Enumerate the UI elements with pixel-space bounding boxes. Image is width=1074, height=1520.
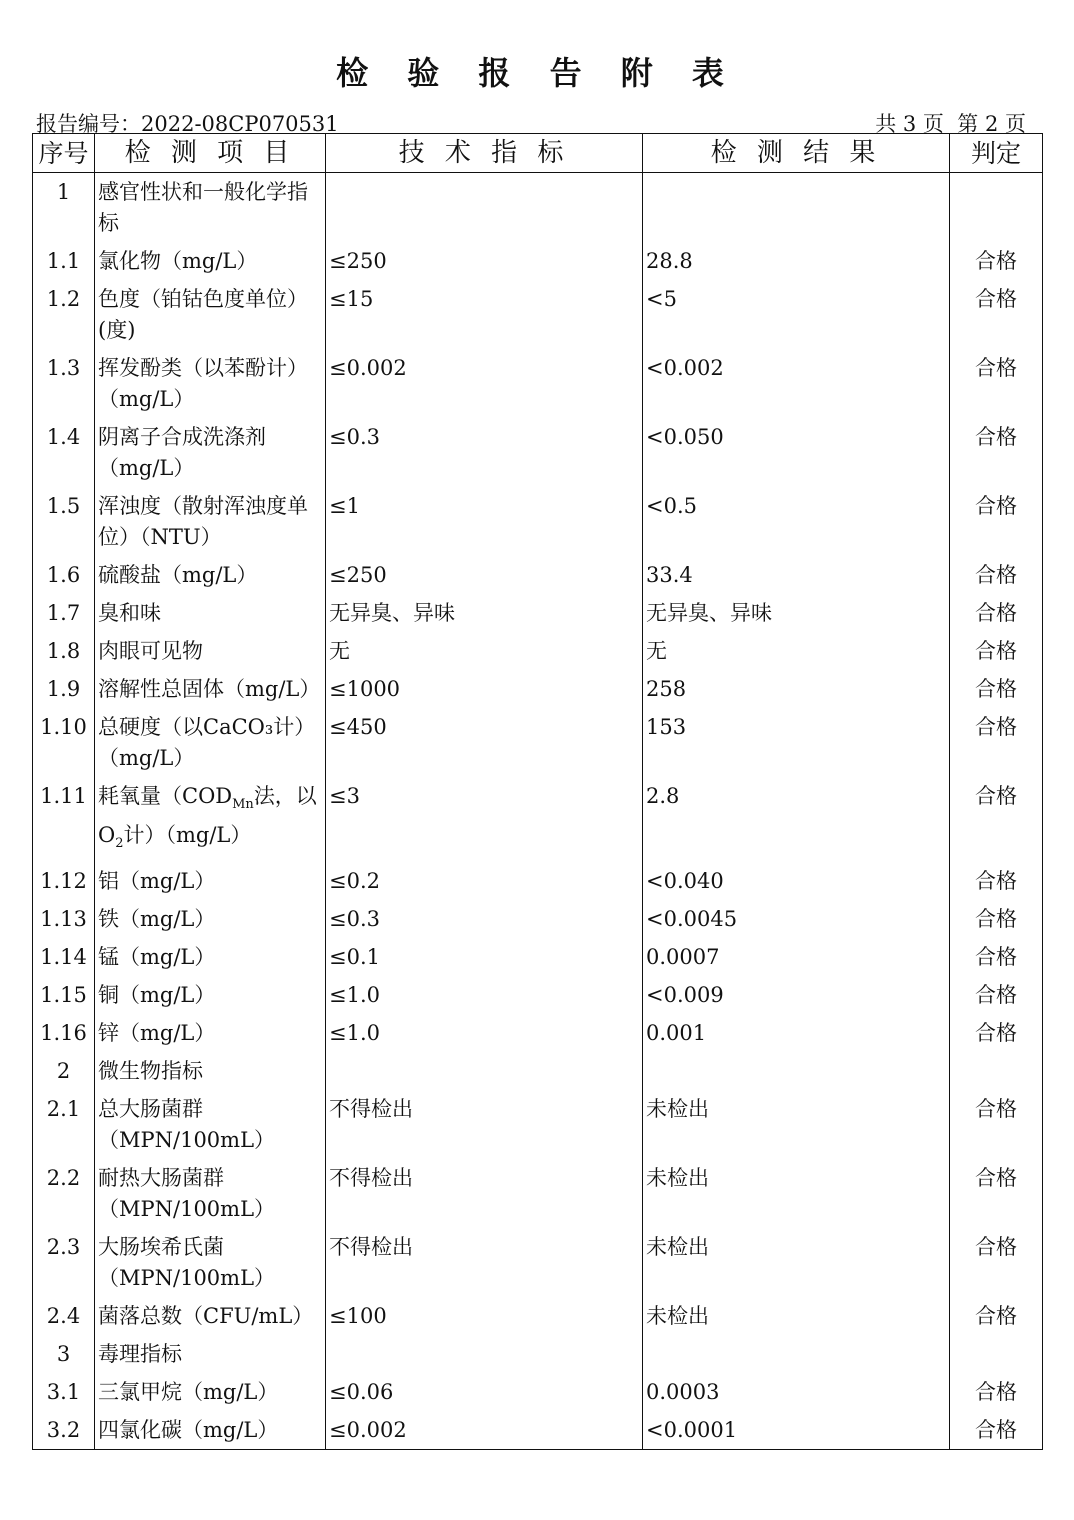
row-result: 2.8 xyxy=(643,777,950,862)
row-result: <0.040 xyxy=(643,862,950,900)
row-item: 色度（铂钴色度单位）(度) xyxy=(95,280,326,349)
row-spec: 不得检出 xyxy=(326,1159,643,1228)
table-row xyxy=(33,900,1043,938)
row-index: 1.7 xyxy=(33,594,95,632)
row-item: 硫酸盐（mg/L） xyxy=(95,556,326,594)
table-row xyxy=(33,556,1043,594)
row-item: 大肠埃希氏菌（MPN/100mL） xyxy=(95,1228,326,1297)
row-index: 2 xyxy=(33,1052,95,1090)
row-item: 四氯化碳（mg/L） xyxy=(95,1411,326,1450)
row-spec: 不得检出 xyxy=(326,1090,643,1159)
row-judge: 合格 xyxy=(950,487,1043,556)
row-spec: ≤450 xyxy=(326,708,643,777)
row-spec: 无异臭、异味 xyxy=(326,594,643,632)
row-result: 258 xyxy=(643,670,950,708)
row-index: 1.6 xyxy=(33,556,95,594)
row-spec xyxy=(326,173,643,243)
row-index: 2.2 xyxy=(33,1159,95,1228)
table-row xyxy=(33,1411,1043,1450)
table-row xyxy=(33,777,1043,862)
row-index: 1.4 xyxy=(33,418,95,487)
row-result xyxy=(643,173,950,243)
row-index: 1.16 xyxy=(33,1014,95,1052)
item-subscript: 2 xyxy=(115,836,124,852)
row-index: 1.9 xyxy=(33,670,95,708)
row-result: 未检出 xyxy=(643,1159,950,1228)
table-row xyxy=(33,632,1043,670)
row-judge: 合格 xyxy=(950,862,1043,900)
row-judge: 合格 xyxy=(950,900,1043,938)
row-result: 无异臭、异味 xyxy=(643,594,950,632)
table-row xyxy=(33,1090,1043,1159)
row-spec: ≤0.3 xyxy=(326,900,643,938)
row-index: 1.12 xyxy=(33,862,95,900)
header-index: 序号 xyxy=(33,134,95,173)
header-spec: 技 术 指 标 xyxy=(326,134,643,173)
row-judge: 合格 xyxy=(950,708,1043,777)
row-result: 153 xyxy=(643,708,950,777)
row-result: <5 xyxy=(643,280,950,349)
row-judge xyxy=(950,1335,1043,1373)
report-number: 报告编号：2022-08CP070531 xyxy=(36,112,339,136)
row-item: 锌（mg/L） xyxy=(95,1014,326,1052)
table-row xyxy=(33,976,1043,1014)
row-judge: 合格 xyxy=(950,280,1043,349)
row-judge: 合格 xyxy=(950,1090,1043,1159)
row-spec: ≤1.0 xyxy=(326,976,643,1014)
table-row xyxy=(33,670,1043,708)
row-spec: ≤250 xyxy=(326,556,643,594)
row-index: 1.8 xyxy=(33,632,95,670)
row-spec: ≤1 xyxy=(326,487,643,556)
table-row xyxy=(33,487,1043,556)
row-judge: 合格 xyxy=(950,1411,1043,1450)
row-item: 锰（mg/L） xyxy=(95,938,326,976)
row-item: 微生物指标 xyxy=(95,1052,326,1090)
row-result: 28.8 xyxy=(643,242,950,280)
table-row xyxy=(33,349,1043,418)
row-spec: 无 xyxy=(326,632,643,670)
table-row xyxy=(33,1373,1043,1411)
item-text: 计）（mg/L） xyxy=(123,823,252,848)
row-spec xyxy=(326,1052,643,1090)
row-result: 0.001 xyxy=(643,1014,950,1052)
row-item: 氯化物（mg/L） xyxy=(95,242,326,280)
row-judge: 合格 xyxy=(950,670,1043,708)
row-judge: 合格 xyxy=(950,777,1043,862)
row-index: 3 xyxy=(33,1335,95,1373)
row-item: 铁（mg/L） xyxy=(95,900,326,938)
row-spec: 不得检出 xyxy=(326,1228,643,1297)
row-spec: ≤1.0 xyxy=(326,1014,643,1052)
table-row xyxy=(33,594,1043,632)
row-item: 肉眼可见物 xyxy=(95,632,326,670)
row-spec: ≤0.3 xyxy=(326,418,643,487)
row-spec: ≤1000 xyxy=(326,670,643,708)
row-result xyxy=(643,1335,950,1373)
row-item: 挥发酚类（以苯酚计）（mg/L） xyxy=(95,349,326,418)
table-row xyxy=(33,708,1043,777)
row-result: 0.0003 xyxy=(643,1373,950,1411)
row-spec: ≤0.2 xyxy=(326,862,643,900)
row-judge: 合格 xyxy=(950,1159,1043,1228)
row-spec: ≤3 xyxy=(326,777,643,862)
row-spec xyxy=(326,1335,643,1373)
row-spec: ≤100 xyxy=(326,1297,643,1335)
row-index: 1.14 xyxy=(33,938,95,976)
row-spec: ≤250 xyxy=(326,242,643,280)
header-item: 检 测 项 目 xyxy=(95,134,326,173)
row-item: 耐热大肠菌群（MPN/100mL） xyxy=(95,1159,326,1228)
row-result: 未检出 xyxy=(643,1228,950,1297)
row-spec: ≤0.002 xyxy=(326,349,643,418)
row-item: 浑浊度（散射浑浊度单位）（NTU） xyxy=(95,487,326,556)
table-row xyxy=(33,862,1043,900)
table-row xyxy=(33,280,1043,349)
row-result: 无 xyxy=(643,632,950,670)
row-item: 铜（mg/L） xyxy=(95,976,326,1014)
row-item: 菌落总数（CFU/mL） xyxy=(95,1297,326,1335)
row-index: 2.4 xyxy=(33,1297,95,1335)
row-item: 溶解性总固体（mg/L） xyxy=(95,670,326,708)
table-row xyxy=(33,1335,1043,1373)
row-judge: 合格 xyxy=(950,1228,1043,1297)
row-judge xyxy=(950,173,1043,243)
table-row xyxy=(33,938,1043,976)
row-index: 2.1 xyxy=(33,1090,95,1159)
table-row xyxy=(33,1228,1043,1297)
row-index: 1.11 xyxy=(33,777,95,862)
row-judge: 合格 xyxy=(950,976,1043,1014)
row-judge: 合格 xyxy=(950,1297,1043,1335)
row-index: 3.2 xyxy=(33,1411,95,1450)
table-row xyxy=(33,1297,1043,1335)
header-result: 检 测 结 果 xyxy=(643,134,950,173)
row-judge: 合格 xyxy=(950,1014,1043,1052)
row-judge: 合格 xyxy=(950,556,1043,594)
table-row xyxy=(33,1052,1043,1090)
row-judge: 合格 xyxy=(950,594,1043,632)
results-table xyxy=(32,133,1043,1450)
row-index: 1.2 xyxy=(33,280,95,349)
row-item: 总大肠菌群（MPN/100mL） xyxy=(95,1090,326,1159)
row-index: 3.1 xyxy=(33,1373,95,1411)
row-result: <0.009 xyxy=(643,976,950,1014)
row-result: <0.050 xyxy=(643,418,950,487)
row-judge xyxy=(950,1052,1043,1090)
row-index: 1.10 xyxy=(33,708,95,777)
row-index: 1.1 xyxy=(33,242,95,280)
row-judge: 合格 xyxy=(950,349,1043,418)
page-info: 共 3 页 第 2 页 xyxy=(875,112,1026,136)
row-spec: ≤15 xyxy=(326,280,643,349)
row-item: 感官性状和一般化学指标 xyxy=(95,173,326,243)
table-row xyxy=(33,242,1043,280)
row-index: 1.13 xyxy=(33,900,95,938)
row-result: 未检出 xyxy=(643,1090,950,1159)
row-result xyxy=(643,1052,950,1090)
item-text: 法，以O xyxy=(98,784,317,848)
row-item: 臭和味 xyxy=(95,594,326,632)
table-row xyxy=(33,418,1043,487)
row-result: <0.0001 xyxy=(643,1411,950,1450)
table-row xyxy=(33,1014,1043,1052)
row-item: 三氯甲烷（mg/L） xyxy=(95,1373,326,1411)
row-item: 毒理指标 xyxy=(95,1335,326,1373)
row-judge: 合格 xyxy=(950,242,1043,280)
row-item: 阴离子合成洗涤剂（mg/L） xyxy=(95,418,326,487)
row-item: 铝（mg/L） xyxy=(95,862,326,900)
row-judge: 合格 xyxy=(950,632,1043,670)
item-subscript: Mn xyxy=(232,797,254,813)
row-result: 0.0007 xyxy=(643,938,950,976)
row-judge: 合格 xyxy=(950,418,1043,487)
row-index: 1.5 xyxy=(33,487,95,556)
row-index: 1 xyxy=(33,173,95,243)
row-judge: 合格 xyxy=(950,938,1043,976)
header-judge: 判定 xyxy=(950,134,1043,173)
row-result: 未检出 xyxy=(643,1297,950,1335)
row-judge: 合格 xyxy=(950,1373,1043,1411)
row-result: <0.0045 xyxy=(643,900,950,938)
row-spec: ≤0.1 xyxy=(326,938,643,976)
table-row xyxy=(33,173,1043,243)
row-item: 总硬度（以CaCO₃计）（mg/L） xyxy=(95,708,326,777)
row-result: 33.4 xyxy=(643,556,950,594)
row-result: <0.002 xyxy=(643,349,950,418)
row-index: 1.3 xyxy=(33,349,95,418)
row-result: <0.5 xyxy=(643,487,950,556)
row-index: 1.15 xyxy=(33,976,95,1014)
item-text: 耗氧量（COD xyxy=(98,784,233,808)
row-spec: ≤0.002 xyxy=(326,1411,643,1450)
row-item xyxy=(95,777,326,862)
row-spec: ≤0.06 xyxy=(326,1373,643,1411)
table-header xyxy=(33,134,1043,173)
row-index: 2.3 xyxy=(33,1228,95,1297)
table-row xyxy=(33,1159,1043,1228)
page-title: 检 验 报 告 附 表 xyxy=(336,54,738,92)
